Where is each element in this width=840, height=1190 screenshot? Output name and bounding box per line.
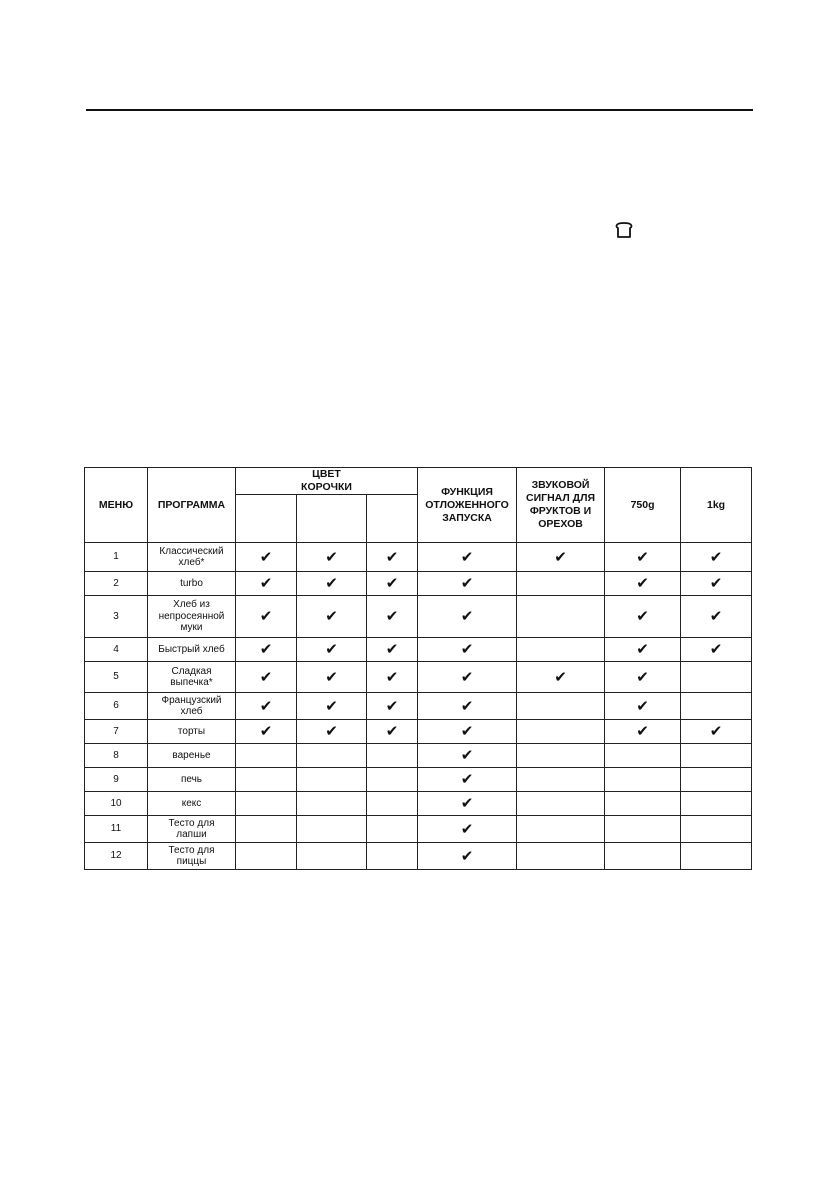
empty-cell	[367, 744, 418, 768]
menu-number: 4	[85, 638, 148, 662]
empty-cell	[236, 792, 297, 816]
check-mark-icon: ✔	[605, 693, 681, 720]
check-mark-icon: ✔	[681, 572, 752, 596]
check-mark-icon: ✔	[367, 720, 418, 744]
header-crust-color: ЦВЕТ КОРОЧКИ	[236, 468, 418, 495]
check-mark-icon: ✔	[418, 744, 517, 768]
table-row	[85, 693, 752, 720]
empty-cell	[367, 843, 418, 870]
check-mark-icon: ✔	[236, 720, 297, 744]
program-table	[84, 467, 752, 870]
empty-cell	[236, 744, 297, 768]
empty-cell	[517, 792, 605, 816]
menu-number: 11	[85, 816, 148, 843]
check-mark-icon: ✔	[418, 720, 517, 744]
check-mark-icon: ✔	[605, 638, 681, 662]
header-crust-dark	[367, 495, 418, 543]
empty-cell	[297, 816, 367, 843]
check-mark-icon: ✔	[418, 768, 517, 792]
header-1kg: 1kg	[681, 468, 752, 543]
empty-cell	[681, 662, 752, 693]
menu-number: 7	[85, 720, 148, 744]
program-name: торты	[148, 720, 236, 744]
check-mark-icon: ✔	[418, 638, 517, 662]
check-mark-icon: ✔	[297, 572, 367, 596]
empty-cell	[517, 693, 605, 720]
program-name: Тесто для пиццы	[148, 843, 236, 870]
check-mark-icon: ✔	[297, 543, 367, 572]
empty-cell	[681, 693, 752, 720]
program-name: Французский хлеб	[148, 693, 236, 720]
empty-cell	[681, 792, 752, 816]
empty-cell	[517, 720, 605, 744]
program-name: печь	[148, 768, 236, 792]
check-mark-icon: ✔	[605, 572, 681, 596]
check-mark-icon: ✔	[418, 543, 517, 572]
check-mark-icon: ✔	[605, 596, 681, 638]
check-mark-icon: ✔	[297, 638, 367, 662]
program-name: Тесто для лапши	[148, 816, 236, 843]
header-program: ПРОГРАММА	[148, 468, 236, 543]
empty-cell	[236, 768, 297, 792]
table-row	[85, 638, 752, 662]
program-name: Хлеб из непросеянной муки	[148, 596, 236, 638]
empty-cell	[605, 744, 681, 768]
check-mark-icon: ✔	[681, 638, 752, 662]
table-row	[85, 843, 752, 870]
check-mark-icon: ✔	[297, 693, 367, 720]
check-mark-icon: ✔	[517, 543, 605, 572]
check-mark-icon: ✔	[236, 693, 297, 720]
empty-cell	[605, 768, 681, 792]
table-row	[85, 744, 752, 768]
header-crust-light	[236, 495, 297, 543]
check-mark-icon: ✔	[517, 662, 605, 693]
empty-cell	[681, 744, 752, 768]
check-mark-icon: ✔	[297, 662, 367, 693]
check-mark-icon: ✔	[418, 572, 517, 596]
check-mark-icon: ✔	[605, 543, 681, 572]
empty-cell	[297, 768, 367, 792]
table-row	[85, 662, 752, 693]
check-mark-icon: ✔	[236, 596, 297, 638]
empty-cell	[605, 792, 681, 816]
check-mark-icon: ✔	[605, 662, 681, 693]
check-mark-icon: ✔	[236, 638, 297, 662]
check-mark-icon: ✔	[367, 572, 418, 596]
check-mark-icon: ✔	[418, 792, 517, 816]
check-mark-icon: ✔	[605, 720, 681, 744]
empty-cell	[297, 744, 367, 768]
check-mark-icon: ✔	[418, 843, 517, 870]
program-name: turbo	[148, 572, 236, 596]
empty-cell	[367, 768, 418, 792]
check-mark-icon: ✔	[367, 596, 418, 638]
header-menu: МЕНЮ	[85, 468, 148, 543]
program-name: Быстрый хлеб	[148, 638, 236, 662]
empty-cell	[367, 792, 418, 816]
table-row	[85, 792, 752, 816]
top-divider	[86, 109, 753, 111]
empty-cell	[297, 843, 367, 870]
menu-number: 2	[85, 572, 148, 596]
table-row	[85, 543, 752, 572]
menu-number: 5	[85, 662, 148, 693]
table-row	[85, 572, 752, 596]
program-name: варенье	[148, 744, 236, 768]
program-name: Классический хлеб*	[148, 543, 236, 572]
check-mark-icon: ✔	[297, 720, 367, 744]
menu-number: 3	[85, 596, 148, 638]
empty-cell	[681, 768, 752, 792]
menu-number: 8	[85, 744, 148, 768]
menu-number: 9	[85, 768, 148, 792]
header-delayed-start: ФУНКЦИЯ ОТЛОЖЕННОГО ЗАПУСКА	[418, 468, 517, 543]
empty-cell	[517, 638, 605, 662]
check-mark-icon: ✔	[297, 596, 367, 638]
table-row	[85, 768, 752, 792]
menu-number: 10	[85, 792, 148, 816]
check-mark-icon: ✔	[367, 693, 418, 720]
program-name: Сладкая выпечка*	[148, 662, 236, 693]
empty-cell	[517, 816, 605, 843]
check-mark-icon: ✔	[418, 662, 517, 693]
empty-cell	[605, 843, 681, 870]
bread-loaf-icon	[615, 222, 633, 238]
empty-cell	[236, 816, 297, 843]
empty-cell	[367, 816, 418, 843]
table-row	[85, 596, 752, 638]
check-mark-icon: ✔	[236, 662, 297, 693]
check-mark-icon: ✔	[681, 543, 752, 572]
program-name: кекс	[148, 792, 236, 816]
empty-cell	[517, 572, 605, 596]
check-mark-icon: ✔	[418, 596, 517, 638]
empty-cell	[605, 816, 681, 843]
check-mark-icon: ✔	[367, 638, 418, 662]
empty-cell	[236, 843, 297, 870]
check-mark-icon: ✔	[236, 572, 297, 596]
header-beep: ЗВУКОВОЙ СИГНАЛ ДЛЯ ФРУКТОВ И ОРЕХОВ	[517, 468, 605, 543]
table-row	[85, 720, 752, 744]
empty-cell	[297, 792, 367, 816]
empty-cell	[517, 744, 605, 768]
check-mark-icon: ✔	[367, 662, 418, 693]
check-mark-icon: ✔	[236, 543, 297, 572]
empty-cell	[681, 816, 752, 843]
empty-cell	[681, 843, 752, 870]
empty-cell	[517, 768, 605, 792]
menu-number: 6	[85, 693, 148, 720]
empty-cell	[517, 596, 605, 638]
header-750g: 750g	[605, 468, 681, 543]
menu-number: 12	[85, 843, 148, 870]
check-mark-icon: ✔	[681, 596, 752, 638]
check-mark-icon: ✔	[367, 543, 418, 572]
check-mark-icon: ✔	[418, 816, 517, 843]
menu-number: 1	[85, 543, 148, 572]
check-mark-icon: ✔	[681, 720, 752, 744]
empty-cell	[517, 843, 605, 870]
check-mark-icon: ✔	[418, 693, 517, 720]
header-crust-medium	[297, 495, 367, 543]
table-row	[85, 816, 752, 843]
